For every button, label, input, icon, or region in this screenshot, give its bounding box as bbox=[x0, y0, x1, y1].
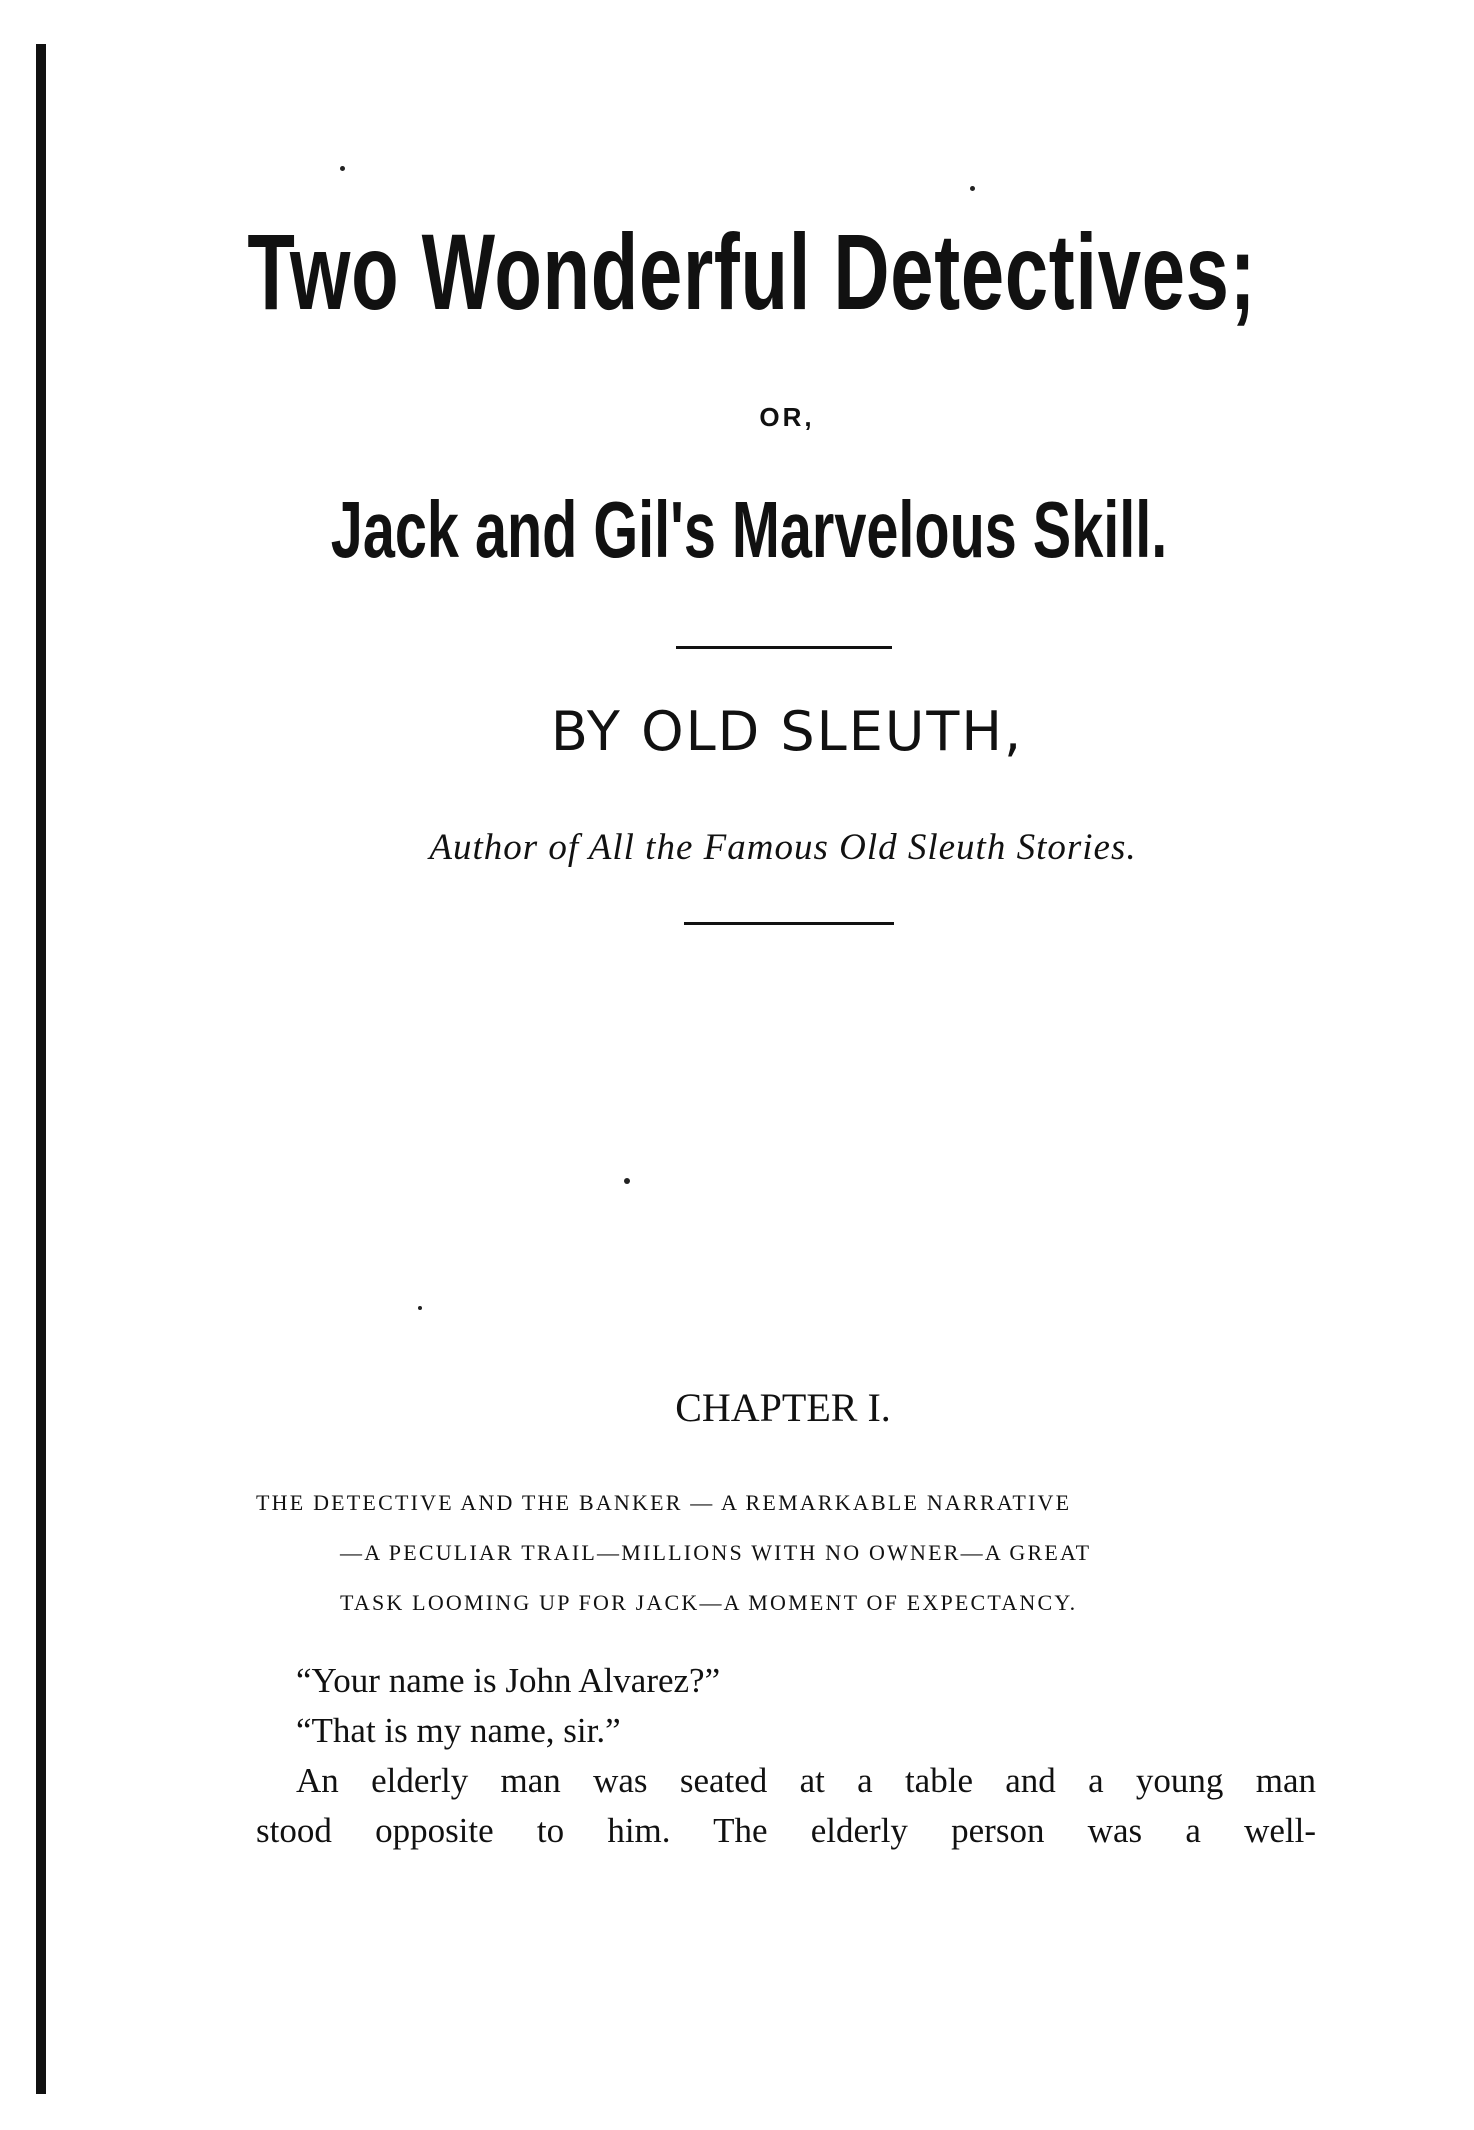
title-conjunction: OR, bbox=[759, 402, 815, 432]
print-speck bbox=[970, 186, 975, 191]
chapter-heading: CHAPTER I. bbox=[675, 1385, 891, 1430]
synopsis-line: TASK LOOMING UP FOR JACK—A MOMENT OF EXPECTANCY. bbox=[340, 1590, 1078, 1615]
book-title: Two Wonderful Detectives; bbox=[247, 211, 1257, 332]
print-speck bbox=[340, 166, 345, 171]
body-line: “Your name is John Alvarez?” bbox=[296, 1661, 721, 1700]
book-subtitle: Jack and Gil's Marvelous Skill. bbox=[330, 485, 1168, 574]
body-line: “That is my name, sir.” bbox=[296, 1711, 621, 1750]
print-speck bbox=[418, 1306, 422, 1310]
author-description: Author of All the Famous Old Sleuth Stories. bbox=[429, 827, 1137, 868]
chapter-synopsis bbox=[256, 1478, 1316, 1628]
synopsis-line: —A PECULIAR TRAIL—MILLIONS WITH NO OWNER—A GREAT bbox=[340, 1540, 1092, 1565]
divider-rule bbox=[676, 646, 892, 649]
body-line: An elderly man was seated at a table and a young man bbox=[296, 1761, 1316, 1800]
print-speck bbox=[624, 1178, 630, 1184]
author-byline: BY OLD SLEUTH, bbox=[550, 700, 1024, 763]
divider-rule bbox=[684, 922, 894, 925]
body-line: stood opposite to him. The elderly person was a well- bbox=[256, 1811, 1316, 1850]
synopsis-line: THE DETECTIVE AND THE BANKER — A REMARKABLE NARRATIVE bbox=[256, 1490, 1072, 1515]
page-binding-edge bbox=[36, 44, 46, 2094]
chapter-body bbox=[256, 1656, 1316, 1856]
